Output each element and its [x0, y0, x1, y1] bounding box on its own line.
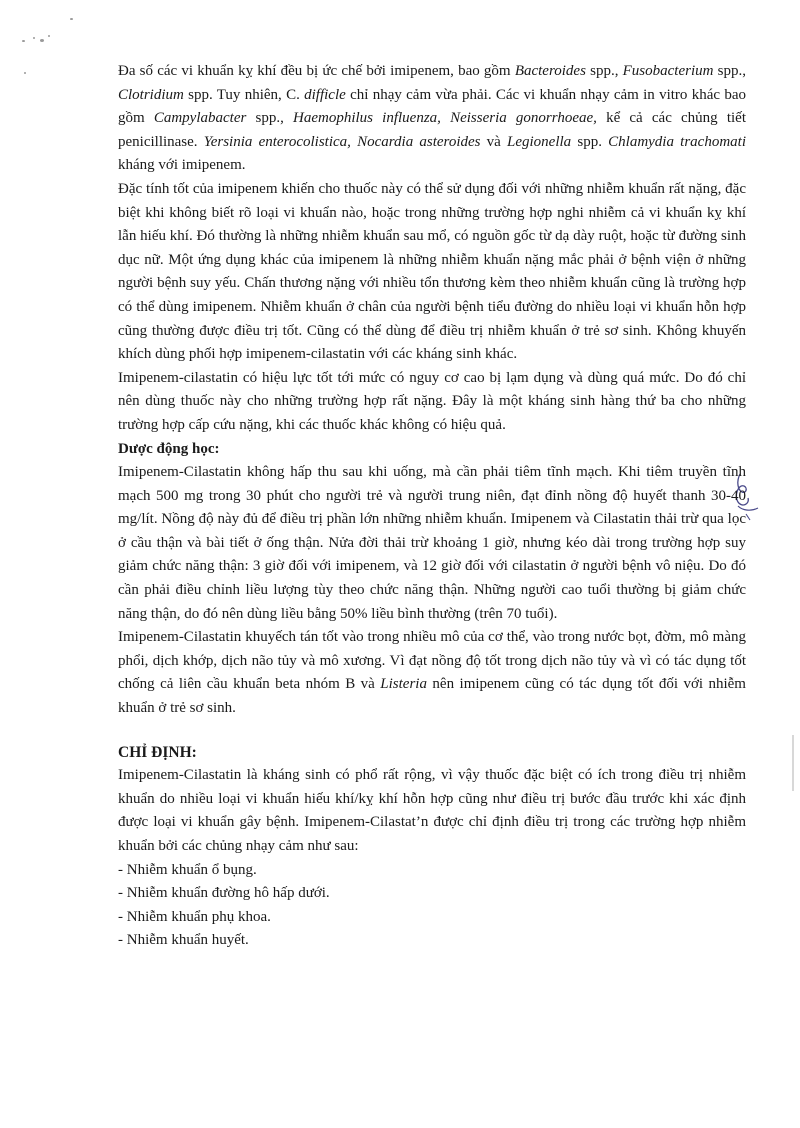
- italic-term: Chlamydia trachomati: [608, 133, 746, 150]
- list-item: - Nhiễm khuẩn phụ khoa.: [118, 908, 271, 925]
- italic-term: Yersinia enterocolistica, Nocardia asteroides: [203, 133, 481, 150]
- italic-term: Fusobacterium: [622, 63, 714, 79]
- scan-speck: [48, 35, 50, 37]
- document-page: [118, 60, 746, 953]
- paragraph-pharmacokinetics: Imipenem-Cilastatin không hấp thu sau khi uống, mà cần phải tiêm tĩnh mạch. Khi tiêm truyền tĩnh mạch 500 mg trong 30 phút cho người trẻ và người trung niên, đạt đỉnh nồng độ huyết thanh 30-40 mg/lít. Nồng độ này đủ để điều trị phần lớn những nhiễm khuẩn. Imipenem và Cilastatin thải trừ qua lọc ở cầu thận và bài tiết ở ống thận. Nửa đời thải trừ khoảng 1 giờ, nhưng kéo dài trong trường hợp suy giảm chức năng thận: 3 giờ đối với imipenem, và 12 giờ đối với cilastatin ở người bệnh vô niệu. Do đó cần phải điều chỉnh liều lượng tùy theo chức năng thận. Những người cao tuổi thường bị giảm chức năng thận, do đó nên dùng liều bằng 50% liều bình thường (trên 70 tuổi).: [118, 464, 746, 622]
- text-run: spp.: [571, 133, 609, 150]
- list-item: - Nhiễm khuẩn đường hô hấp dưới.: [118, 885, 330, 902]
- text-run: spp.,: [246, 110, 294, 127]
- text-run: và: [480, 133, 508, 150]
- italic-term: Campylabacter: [153, 110, 247, 127]
- text-run: chỉ nhạy cảm vừa phải. Các vi khuẩn nhạy cảm in vitro khác bao gồm: [118, 86, 746, 127]
- scan-speck: [40, 39, 44, 42]
- text-run: Đa số các vi khuẩn kỵ khí đều bị ức chế bởi imipenem, bao gồm: [118, 63, 515, 79]
- paragraph-antibacterial-spectrum: [118, 60, 746, 178]
- italic-term: Listeria: [380, 676, 427, 693]
- text-run: kể cả các chủng tiết penicillinase.: [118, 110, 747, 150]
- text-run: spp.,: [713, 63, 747, 79]
- paragraph-clinical-use: Đặc tính tốt của imipenem khiến cho thuốc này có thể sử dụng đối với những nhiễm khuẩn rất nặng, đặc biệt khi không biết rõ loại vi khuẩn nào, hoặc trong những trường hợp nghi nhiễm cả vi khuẩn kỵ khí lẫn hiếu khí. Đó thường là những nhiễm khuẩn sau mổ, có nguồn gốc từ dạ dày ruột, hoặc từ đường sinh dục nữ. Một ứng dụng khác của imipenem là những nhiễm khuẩn nặng mắc phải ở bệnh viện ở những người bệnh suy yếu. Chấn thương nặng với nhiều tổn thương kèm theo nhiễm khuẩn cũng là trường hợp có thể dùng imipenem. Nhiễm khuẩn ở chân của người bệnh tiểu đường do nhiều loại vi khuẩn hỗn hợp cũng thường được điều trị tốt. Cũng có thể dùng để điều trị nhiễm khuẩn ở trẻ sơ sinh. Không khuyến khích dùng phối hợp imipenem-cilastatin với các kháng sinh khác.: [118, 180, 746, 363]
- scan-edge-mark: [792, 735, 794, 791]
- italic-term: difficle: [304, 86, 346, 103]
- text-run: Imipenem-Cilastatin khuyếch tán tốt vào trong nhiều mô của cơ thể, vào trong nước bọt, đờm, mô màng phổi, dịch khớp, dịch não tủy và mô xương. Vì đạt nồng độ tốt trong dịch não tủy và vì có tác dụng tốt chống cả liên cầu khuẩn beta nhóm B và: [118, 629, 746, 693]
- heading-indications: CHỈ ĐỊNH:: [118, 743, 197, 761]
- italic-term: Clotridium: [118, 86, 184, 103]
- scan-speck: [33, 37, 35, 39]
- text-run: spp.,: [585, 63, 623, 79]
- list-item: - Nhiễm khuẩn huyết.: [118, 932, 249, 949]
- paragraph-overuse-warning: Imipenem-cilastatin có hiệu lực tốt tới mức có nguy cơ cao bị lạm dụng và dùng quá mức. Do đó chỉ nên dùng thuốc này cho những trường hợp rất nặng. Đây là một kháng sinh hàng thứ ba cho những trường hợp cấp cứu nặng, khi các thuốc khác không có hiệu quả.: [118, 369, 746, 433]
- paragraph-distribution: [118, 626, 746, 720]
- scan-speck: [22, 40, 25, 42]
- list-item: - Nhiễm khuẩn ổ bụng.: [118, 861, 257, 878]
- scan-speck: [70, 18, 73, 20]
- scan-speck: [24, 72, 26, 74]
- italic-term: Haemophilus influenza, Neisseria gonorrhoeae,: [293, 110, 597, 127]
- text-run: kháng với imipenem.: [118, 157, 246, 174]
- paragraph-indications-intro: Imipenem-Cilastatin là kháng sinh có phổ rất rộng, vì vậy thuốc đặc biệt có ích trong điều trị nhiễm khuẩn do nhiều loại vi khuẩn hiếu khí/kỵ khí hỗn hợp cũng như điều trị bước đầu trước khi xác định được loại vi khuẩn gây bệnh. Imipenem-Cilastat’n được chỉ định điều trị trong các trường hợp nhiễm khuẩn bởi các chủng nhạy cảm như sau:: [118, 767, 746, 854]
- italic-term: Bacteroides: [514, 63, 586, 79]
- italic-term: Legionella: [507, 133, 572, 150]
- heading-pharmacokinetics: Dược động học:: [118, 440, 220, 457]
- text-run: spp. Tuy nhiên, C.: [183, 86, 305, 103]
- text-run: nên imipenem cũng có tác dụng tốt đối với nhiễm khuẩn ở trẻ sơ sinh.: [118, 676, 746, 717]
- indications-list: [118, 859, 746, 953]
